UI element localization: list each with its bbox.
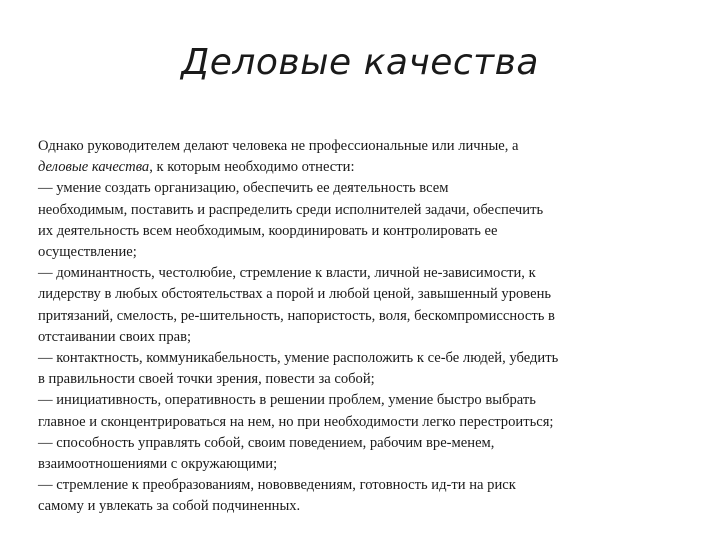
body-line: отстаивании своих прав; — [38, 328, 192, 345]
body-line: взаимоотношениями с окружающими; — [38, 456, 278, 473]
body-line: их деятельность всем необходимым, координировать и контролировать ее — [38, 222, 498, 239]
body-line: самому и увлекать за собой подчиненных. — [38, 498, 301, 515]
body-line: — контактность, коммуникабельность, умение расположить к се-бе людей, убедить — [38, 350, 559, 367]
intro-suffix: , к которым необходимо отнести: — [149, 159, 355, 176]
intro-line-1: Однако руководителем делают человека не профессиональные или личные, а — [38, 138, 519, 154]
body-line: главное и сконцентрироваться на нем, но при необходимости легко перестроиться; — [38, 413, 554, 430]
body-line: — стремление к преобразованиям, нововведениям, готовность ид-ти на риск — [38, 477, 516, 494]
intro-emphasis: деловые качества — [38, 159, 150, 176]
body-line: необходимым, поставить и распределить среди исполнителей задачи, обеспечить — [38, 201, 544, 218]
body-line: — инициативность, оперативность в решении проблем, умение быстро выбрать — [38, 392, 536, 409]
intro-line-2 — [38, 157, 688, 178]
body-line: — умение создать организацию, обеспечить ее деятельность всем — [38, 180, 449, 197]
body-line: притязаний, смелость, ре-шительность, напористость, воля, бескомпромиссность в — [38, 307, 555, 324]
body-line: в правильности своей точки зрения, повести за собой; — [38, 371, 375, 388]
body-line: — способность управлять собой, своим поведением, рабочим вре-менем, — [38, 434, 495, 451]
body-line: осуществление; — [38, 244, 137, 261]
slide-body — [38, 136, 688, 518]
body-line: лидерству в любых обстоятельствах а порой и любой ценой, завышенный уровень — [38, 286, 552, 303]
body-line: — доминантность, честолюбие, стремление к власти, личной не-зависимости, к — [38, 265, 536, 282]
slide-title: Деловые качества — [181, 42, 539, 83]
